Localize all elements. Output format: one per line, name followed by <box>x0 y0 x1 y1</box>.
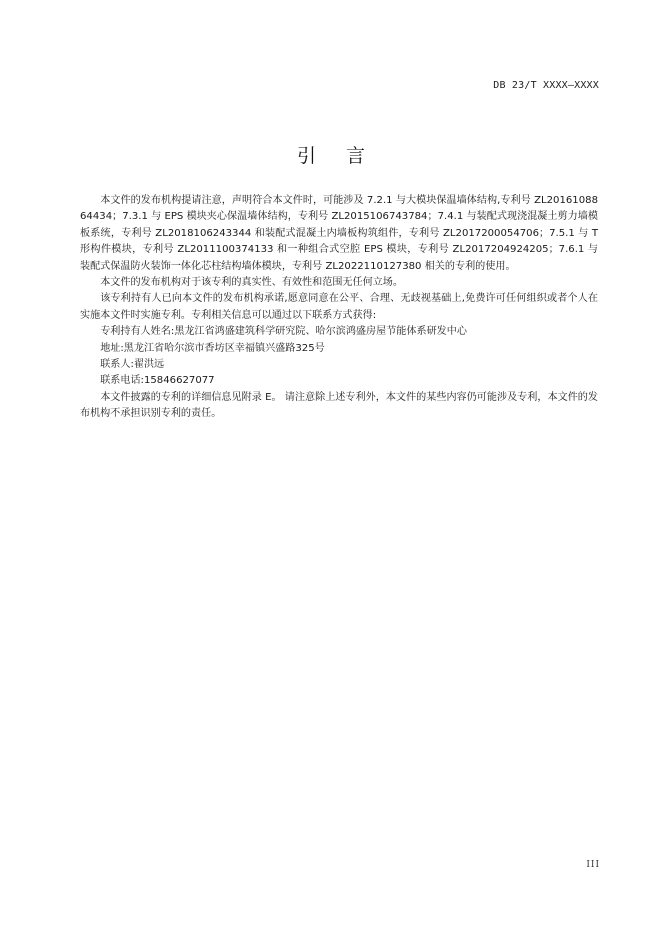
paragraph-contact-person: 联系人:翟洪远 <box>100 359 165 371</box>
document-standard-code: DB 23/T XXXX—XXXX <box>493 80 599 91</box>
section-title: 引言 <box>296 145 395 167</box>
paragraph-patent-notice: 本文件的发布机构提请注意，声明符合本文件时，可能涉及 7.2.1 与大模块保温墙体结构,专利号 ZL2016108864434；7.3.1 与 EPS 模块夹心保温墙体结构，专利号 ZL2015106743784；7.4.1 与装配式现浇混凝土剪力墙模板系统，专利号 ZL2018106243344 和装配式混凝土内墙板构筑组件，专利号 ZL2017200054706；7.5.1 与 T 形构件模块，专利号 ZL2011100374133 和一种组合式空腔 EPS 模块，专利号 ZL2017204924205；7.6.1 与装配式保温防火装饰一体化芯柱结构墙体模块，专利号 ZL2022110127380 相关的专利的使用。 <box>80 195 598 272</box>
paragraph-appendix-reference: 本文件披露的专利的详细信息见附录 E。 请注意除上述专利外，本文件的某些内容仍可能涉及专利，本文件的发布机构不承担识别专利的责任。 <box>80 391 598 420</box>
paragraph-holder-commitment: 该专利持有人已向本文件的发布机构承诺,愿意同意在公平、合理、无歧视基础上,免费许可任何组织或者个人在实施本文件时实施专利。专利相关信息可以通过以下联系方式获得: <box>80 293 598 321</box>
paragraph-address: 地址:黑龙江省哈尔滨市香坊区幸福镇兴盛路325号 <box>100 342 325 354</box>
paragraph-contact-phone: 联系电话:15846627077 <box>100 375 215 387</box>
paragraph-no-position: 本文件的发布机构对于该专利的真实性、有效性和范围无任何立场。 <box>100 277 403 289</box>
section-body <box>80 193 598 423</box>
page-number: III <box>586 860 600 870</box>
paragraph-holder-name: 专利持有人姓名:黑龙江省鸿盛建筑科学研究院、哈尔滨鸿盛房屋节能体系研发中心 <box>100 326 467 338</box>
